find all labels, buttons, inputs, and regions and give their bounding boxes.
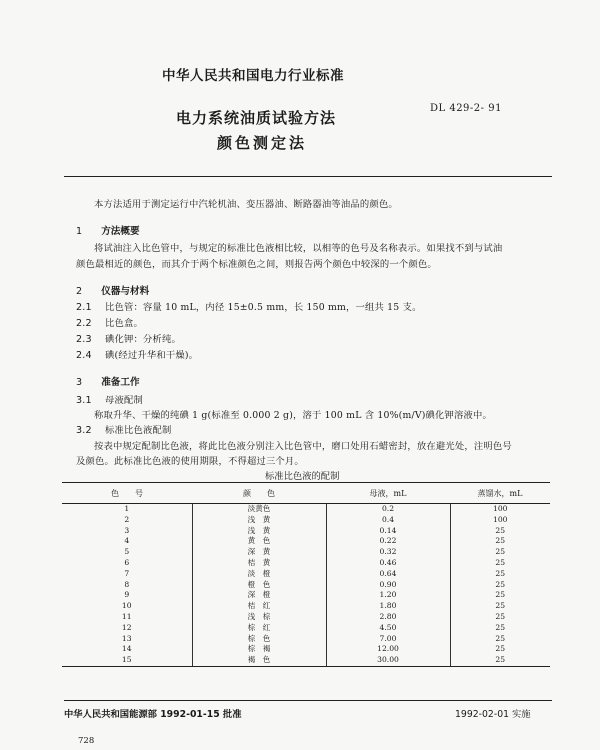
cell-color-number: 10: [62, 601, 192, 612]
table-row: [62, 569, 550, 580]
cell-stock-solution: 0.64: [326, 569, 450, 580]
cell-color-number: 13: [62, 634, 192, 645]
implementation-line: 1992-02-01 实施: [455, 709, 531, 720]
table-row: [62, 644, 550, 655]
subsection-3-2-line-2: 及颜色。此标准比色液的使用期限，不得超过三个月。: [76, 456, 304, 467]
section-number: 2: [76, 286, 83, 297]
table-row: [62, 580, 550, 591]
section-1-line-1: 将试油注入比色管中，与规定的标准比色液相比较，以相等的色号及名称表示。如果找不到与试油: [94, 243, 503, 254]
standard-code: DL 429-2- 91: [430, 103, 502, 114]
table-row: [62, 601, 550, 612]
section-2-heading: [76, 279, 149, 298]
cell-color-number: 15: [62, 655, 192, 666]
cell-stock-solution: 12.00: [326, 644, 450, 655]
item-number: 2.3: [76, 334, 92, 345]
page-number: 728: [78, 736, 95, 746]
cell-distilled-water: 25: [495, 590, 506, 600]
table-row: [62, 655, 550, 666]
cell-color-name: 浅 黄: [192, 515, 326, 526]
subsection-title: 母液配制: [105, 395, 144, 406]
item-2-4: [76, 347, 198, 361]
subsection-title: 标准比色液配制: [105, 425, 172, 436]
cell-color-name: 浅 黄: [192, 526, 326, 537]
cell-color-name: 棕 色: [192, 634, 326, 645]
item-text: 比色管：容量 10 mL，内径 15±0.5 mm，长 150 mm，一组共 15 支。: [105, 302, 422, 313]
color-standard-table: [62, 482, 550, 667]
subsection-3-1-text: 称取升华、干燥的纯碘 1 g(标准至 0.000 2 g)，溶于 100 mL 含 10%(m/V)碘化钾溶液中。: [94, 410, 493, 421]
document-subtitle: 颜色测定法: [217, 134, 308, 152]
section-title: 准备工作: [101, 377, 140, 388]
table-row: [62, 623, 550, 634]
cell-color-name: 橙 色: [192, 580, 326, 591]
cell-distilled-water: 100: [493, 504, 508, 513]
cell-color-name: 桔 黄: [192, 558, 326, 569]
cell-color-name: 深 橙: [192, 590, 326, 601]
cell-color-number: 8: [62, 580, 192, 591]
cell-stock-solution: 2.80: [326, 612, 450, 623]
cell-color-name: 浅 棕: [192, 612, 326, 623]
cell-distilled-water: 100: [493, 514, 508, 524]
cell-distilled-water: 25: [450, 655, 550, 666]
cell-color-number: 2: [62, 515, 192, 526]
cell-distilled-water: 25: [495, 536, 506, 546]
cell-stock-solution: 30.00: [326, 655, 450, 666]
cell-color-name: 棕 红: [192, 623, 326, 634]
cell-stock-solution: 0.4: [326, 515, 450, 526]
cell-distilled-water: 25: [495, 644, 506, 654]
subsection-3-2-heading: [76, 422, 172, 436]
item-number: 2.1: [76, 302, 92, 313]
cell-color-name: 淡 橙: [192, 569, 326, 580]
cell-color-number: 11: [62, 612, 192, 623]
subsection-3-1-heading: [76, 392, 143, 406]
cell-color-number: 6: [62, 558, 192, 569]
header-rule: [64, 176, 552, 177]
cell-color-name: 桔 红: [192, 601, 326, 612]
cell-color-name: 淡黄色: [192, 504, 326, 515]
section-title: 方法概要: [101, 226, 140, 237]
cell-stock-solution: 7.00: [326, 634, 450, 645]
table-row: [62, 536, 550, 547]
cell-distilled-water: 25: [495, 601, 506, 611]
table-row: [62, 547, 550, 558]
item-2-1: [76, 299, 422, 313]
table-header-row: [62, 483, 550, 504]
cell-distilled-water: 25: [495, 568, 506, 578]
item-number: 3.1: [76, 395, 92, 406]
cell-stock-solution: 0.22: [326, 536, 450, 547]
table-row: [62, 590, 550, 601]
cell-stock-solution: 1.20: [326, 590, 450, 601]
cell-color-number: 3: [62, 526, 192, 537]
cell-color-number: 9: [62, 590, 192, 601]
table-row: [62, 612, 550, 623]
section-3-heading: [76, 370, 140, 389]
table-row: [62, 504, 550, 515]
cell-distilled-water: 25: [495, 633, 506, 643]
cell-stock-solution: 0.90: [326, 580, 450, 591]
footer-rule: [64, 700, 552, 701]
item-number: 2.2: [76, 318, 92, 329]
cell-stock-solution: 0.2: [326, 504, 450, 515]
cell-distilled-water: 25: [495, 525, 506, 535]
cell-color-number: 12: [62, 623, 192, 634]
cell-stock-solution: 0.32: [326, 547, 450, 558]
subsection-3-2-line-1: 按表中规定配制比色液，将此比色液分别注入比色管中，磨口处用石蜡密封，放在避光处，注明色号: [94, 441, 512, 452]
standard-type: 中华人民共和国电力行业标准: [162, 68, 344, 84]
cell-distilled-water: 25: [495, 557, 506, 567]
approval-line: 中华人民共和国能源部 1992-01-15 批准: [64, 709, 242, 720]
cell-stock-solution: 1.80: [326, 601, 450, 612]
cell-color-number: 4: [62, 536, 192, 547]
cell-color-number: 1: [62, 504, 192, 515]
section-number: 3: [76, 377, 83, 388]
table-row: [62, 558, 550, 569]
section-title: 仪器与材料: [101, 286, 150, 297]
cell-stock-solution: 0.14: [326, 526, 450, 537]
cell-distilled-water: 25: [495, 547, 506, 557]
table-row: [62, 634, 550, 645]
item-number: 3.2: [76, 425, 92, 436]
cell-stock-solution: 0.46: [326, 558, 450, 569]
cell-color-number: 5: [62, 547, 192, 558]
header-distilled-water: 蒸馏水，mL: [450, 483, 550, 504]
table-row: [62, 515, 550, 526]
section-number: 1: [76, 226, 83, 237]
cell-distilled-water: 25: [495, 579, 506, 589]
cell-color-name: 棕 褐: [192, 644, 326, 655]
table-caption: 标准比色液的配制: [265, 471, 340, 482]
table-row: [62, 526, 550, 537]
item-text: 比色盒。: [105, 318, 144, 329]
intro-paragraph: 本方法适用于测定运行中汽轮机油、变压器油、断路器油等油品的颜色。: [94, 199, 398, 210]
cell-distilled-water: 25: [495, 611, 506, 621]
header-stock-solution: 母液，mL: [326, 483, 450, 504]
header-color-number: 色 号: [62, 483, 192, 504]
cell-distilled-water: 25: [495, 622, 506, 632]
cell-color-number: 7: [62, 569, 192, 580]
section-1-heading: [76, 219, 140, 238]
cell-color-name: 深 黄: [192, 547, 326, 558]
cell-stock-solution: 4.50: [326, 623, 450, 634]
item-2-3: [76, 331, 181, 345]
cell-color-number: 14: [62, 644, 192, 655]
cell-color-name: 褐 色: [192, 655, 326, 666]
document-title: 电力系统油质试验方法: [176, 109, 337, 127]
item-text: 碘化钾：分析纯。: [105, 334, 181, 345]
section-1-line-2: 颜色最相近的颜色，而其介于两个标准颜色之间，则报告两个颜色中较深的一个颜色。: [76, 259, 437, 270]
cell-color-name: 黄 色: [192, 536, 326, 547]
item-number: 2.4: [76, 350, 92, 361]
item-2-2: [76, 315, 143, 329]
header-color-name: 颜 色: [192, 483, 326, 504]
item-text: 碘(经过升华和干燥)。: [105, 350, 199, 361]
